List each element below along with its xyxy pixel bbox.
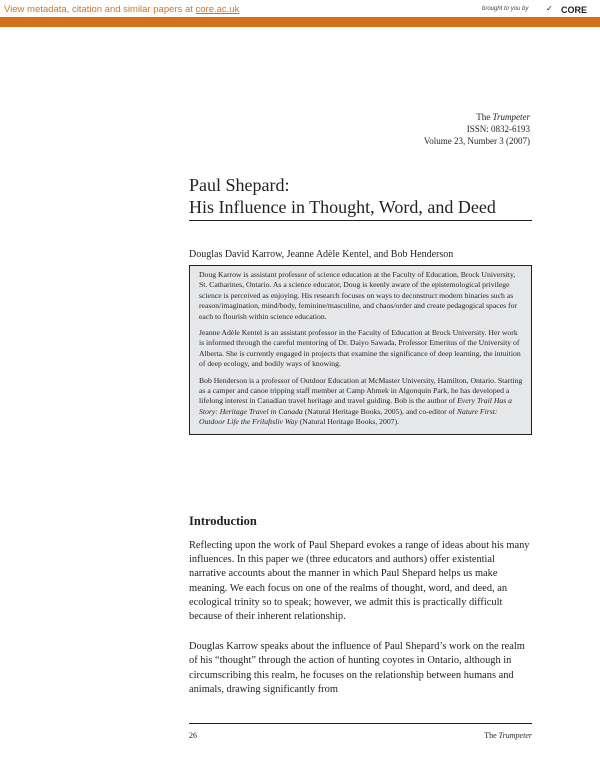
provided-by-strip <box>0 17 600 41</box>
author-list: Douglas David Karrow, Jeanne Adèle Kentel, and Bob Henderson <box>189 249 454 260</box>
journal-meta <box>424 111 530 147</box>
issn: ISSN: 0832-6193 <box>466 124 530 134</box>
page-number: 26 <box>189 731 197 740</box>
body-text <box>189 539 531 697</box>
core-logo-text: CORE <box>561 5 588 15</box>
journal-name: The Trumpeter <box>476 112 530 122</box>
title-rule <box>189 220 532 221</box>
paragraph: Douglas Karrow speaks about the influence of Paul Shepard’s work on the realm of his “thought” through the action of hunting coyotes in Ontario, although in circumscribing this realm, he focuses on the relationship between humans and animals, drawing significantly from <box>189 641 525 695</box>
bio-karrow: Doug Karrow is assistant professor of science education at the Faculty of Education, Brock University, St. Catharines, Ontario. As a science educator, Doug is keenly aware of the epistemological privilege science is perceived as enjoying. His research focuses on ways to deconstruct modern binaries such as reason/imagination, mind/body, feminine/masculine, and chaos/order and create pedagogical spaces for each to flourish within science education. <box>199 270 517 321</box>
footer-rule <box>189 723 532 724</box>
paragraph: Reflecting upon the work of Paul Shepard evokes a range of ideas about his many influences. In this paper we (three educators and authors) offer existential narrative accounts about the manner in which Paul Shepard helps us make meaning. We each focus on one of the realms of thought, word, and deed, an ecological trinity so to speak; however, we admit this is practically difficult because of their inherent relationship. <box>189 540 530 623</box>
article-title <box>189 174 496 218</box>
section-heading: Introduction <box>189 514 257 528</box>
core-logo[interactable] <box>546 2 596 18</box>
volume-info: Volume 23, Number 3 (2007) <box>423 136 530 146</box>
bio-kentel: Jeanne Adèle Kentel is an assistant professor in the Faculty of Education at Brock University. Her work is informed through the careful mentoring of Dr. Daiyo Sawada, Professor Emeritus of the University of Alberta. She is currently engaged in projects that examine the significance of deep learning, the intuition of deep ecology, and bodily ways of knowing. <box>199 328 521 369</box>
core-metadata-link[interactable]: View metadata, citation and similar papers at core.ac.uk <box>4 4 240 15</box>
brought-to-you-label: brought to you by <box>482 6 529 12</box>
core-logo-icon: ✓ <box>546 4 553 13</box>
bio-henderson: Bob Henderson is a professor of Outdoor Education at McMaster University, Hamilton, Ontario. Starting as a camper and canoe tripping staff member at Camp Ahmek in Algonquin Park, he has developed a lifelong interest in Canadian travel heritage and travel guiding. Bob is the author of Every Trail Has a Story: Heritage Travel in Canada (Natural Heritage Books, 2005), and co-editor of Nature First: Outdoor Life the Friluftsliv Way (Natural Heritage Books, 2007). <box>199 375 523 427</box>
title-line-1: Paul Shepard: <box>189 175 290 195</box>
core-banner <box>0 0 600 41</box>
footer-journal-name: The Trumpeter <box>484 731 532 740</box>
provided-by-text[interactable]: provided by The Trumpeter - Journal of Ecosophy (Athabasca University) <box>411 35 592 41</box>
author-bios-box <box>189 265 532 435</box>
title-line-2: His Influence in Thought, Word, and Deed <box>189 197 496 217</box>
